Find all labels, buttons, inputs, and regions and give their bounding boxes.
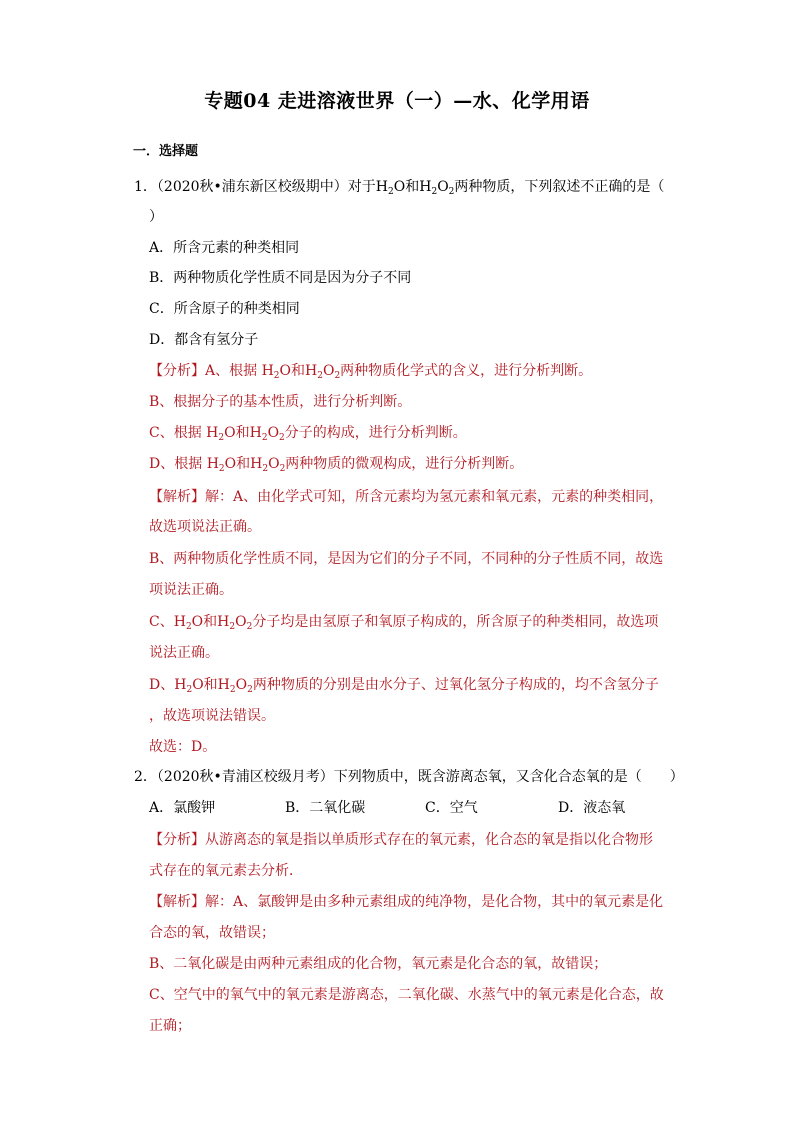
q2-option-d: D．液态氧	[558, 800, 626, 816]
q1-option-c: C．所含原子的种类相同	[149, 301, 300, 317]
q1-analysis-a: 【分析】A、根据 $H_2O$和$H_2O_2$两种物质化学式的含义，进行分析判断。	[149, 363, 593, 381]
q1-option-d: D．都含有氢分子	[149, 332, 259, 348]
q1-solution-a1: 【解析】解：A、由化学式可知，所含元素均为氢元素和氧元素，元素的种类相同，	[149, 489, 664, 505]
q2-solution-4: C、空气中的氧气中的氧元素是游离态，二氧化碳、水蒸气中的氧元素是化合态，故	[149, 987, 664, 1003]
q2-solution-2: 合态的氧，故错误；	[149, 925, 275, 941]
question-1-stem-cont: ）	[149, 209, 163, 225]
q1-analysis-c: C、根据 $H_2O$和$H_2O_2$分子的构成，进行分析判断。	[149, 425, 467, 443]
q2-solution-1: 【解析】解：A、氯酸钾是由多种元素组成的纯净物，是化合物，其中的氧元素是化	[149, 894, 664, 910]
q2-option-c: C．空气	[425, 800, 478, 816]
q1-analysis-d: D、根据 $H_2O$和$H_2O_2$两种物质的微观构成，进行分析判断。	[149, 456, 524, 474]
q2-options	[149, 798, 689, 818]
q2-option-b: B．二氧化碳	[285, 800, 366, 816]
q1-option-a: A．所含元素的种类相同	[149, 240, 300, 256]
q1-solution-b1: B、两种物质化学性质不同，是因为它们的分子不同，不同种的分子性质不同，故选	[149, 551, 664, 567]
q2-analysis-2: 式存在的氧元素去分析．	[149, 863, 303, 879]
q1-solution-d1: D、$H_2O$和$H_2O_2$两种物质的分别是由水分子、过氧化氢分子构成的，均不含氢分子	[149, 677, 659, 695]
q2-solution-5: 正确；	[149, 1018, 191, 1034]
page-title: 专题04 走进溶液世界（一）—水、化学用语	[204, 90, 590, 112]
q1-solution-c1: C、$H_2O$和$H_2O_2$分子均是由氢原子和氧原子构成的，所含原子的种类相同，故选项	[149, 614, 659, 632]
question-1-stem: 1．（2020秋•浦东新区校级期中）对于$H_2O$和$H_2O_2$两种物质，下列叙述不正确的是（	[134, 179, 665, 197]
q1-solution-a2: 故选项说法正确。	[149, 519, 261, 535]
q2-solution-3: B、二氧化碳是由两种元素组成的化合物，氧元素是化合态的氧，故错误；	[149, 956, 608, 972]
q1-analysis-b: B、根据分子的基本性质，进行分析判断。	[149, 394, 412, 410]
q1-option-b: B．两种物质化学性质不同是因为分子不同	[149, 270, 412, 286]
q1-solution-c2: 说法正确。	[149, 645, 219, 661]
section-heading: 一．选择题	[133, 144, 199, 159]
q1-solution-d2: ，故选项说法错误。	[149, 708, 275, 724]
q1-answer: 故选：D。	[149, 739, 217, 755]
q2-analysis-1: 【分析】从游离态的氧是指以单质形式存在的氧元素，化合态的氧是指以化合物形	[149, 832, 653, 848]
question-2-stem: 2．（2020秋•青浦区校级月考）下列物质中，既含游离态氧，又含化合态氧的是（ ）	[134, 769, 684, 785]
q2-option-a: A．氯酸钾	[149, 800, 216, 816]
q1-solution-b2: 项说法正确。	[149, 582, 233, 598]
